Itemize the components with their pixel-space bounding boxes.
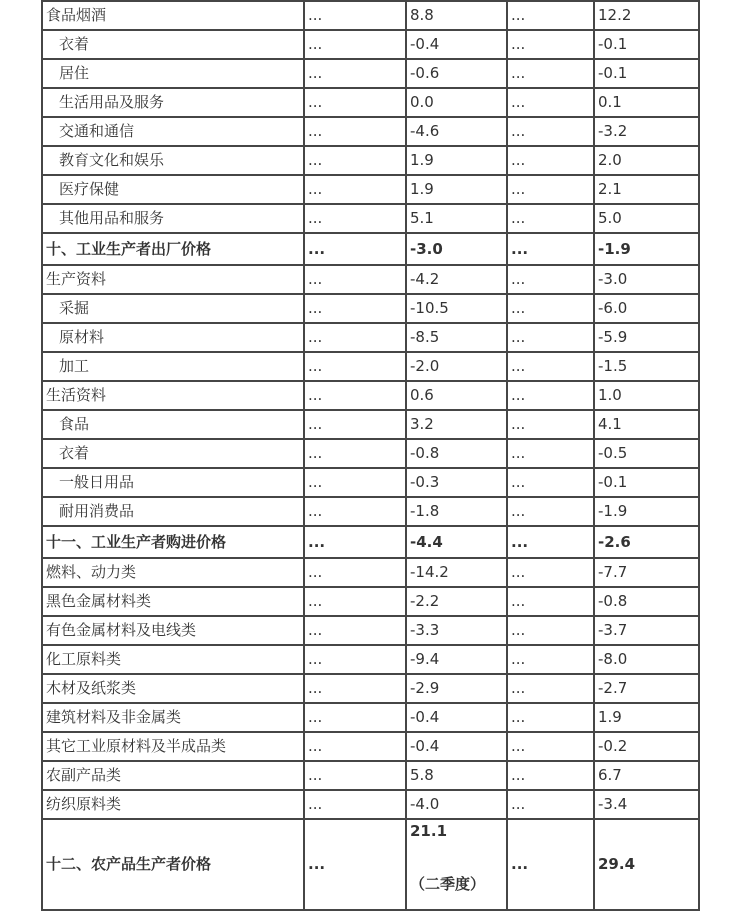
category-cell: 生产资料 (42, 265, 304, 294)
value-cell: -0.1 (594, 468, 699, 497)
dots-cell: ... (304, 146, 406, 175)
table-row (42, 1, 699, 30)
dots-cell: ... (304, 410, 406, 439)
table-row (42, 59, 699, 88)
value-cell: -1.9 (594, 497, 699, 526)
dots-cell: ... (304, 645, 406, 674)
dots-cell: ... (304, 732, 406, 761)
value-cell: 8.8 (406, 1, 507, 30)
dots-cell: ... (507, 468, 594, 497)
dots-cell: ... (304, 59, 406, 88)
dots-cell: ... (507, 616, 594, 645)
value-cell: 3.2 (406, 410, 507, 439)
value-cell: 0.0 (406, 88, 507, 117)
category-cell: 交通和通信 (42, 117, 304, 146)
value-cell: -2.2 (406, 587, 507, 616)
dots-cell: ... (304, 117, 406, 146)
value-cell: -4.0 (406, 790, 507, 819)
dots-cell: ... (507, 703, 594, 732)
value-cell: -1.8 (406, 497, 507, 526)
value-cell: -5.9 (594, 323, 699, 352)
price-index-table (41, 0, 700, 911)
section-row (42, 233, 699, 265)
value-cell: -3.0 (594, 265, 699, 294)
value-cell: 6.7 (594, 761, 699, 790)
category-cell: 加工 (42, 352, 304, 381)
section-row (42, 819, 699, 910)
dots-cell: ... (507, 352, 594, 381)
value-cell: -3.2 (594, 117, 699, 146)
table-row (42, 558, 699, 587)
table-row (42, 204, 699, 233)
value-cell: 2.1 (594, 175, 699, 204)
table-row (42, 790, 699, 819)
dots-cell: ... (507, 175, 594, 204)
dots-cell: ... (304, 761, 406, 790)
dots-cell: ... (507, 265, 594, 294)
table-row (42, 674, 699, 703)
dots-cell: ... (304, 526, 406, 558)
value-cell: 1.9 (406, 175, 507, 204)
category-cell: 十、工业生产者出厂价格 (42, 233, 304, 265)
value-cell: -0.8 (406, 439, 507, 468)
value-cell: 5.0 (594, 204, 699, 233)
dots-cell: ... (304, 616, 406, 645)
category-cell: 其他用品和服务 (42, 204, 304, 233)
category-cell: 十一、工业生产者购进价格 (42, 526, 304, 558)
dots-cell: ... (304, 439, 406, 468)
dots-cell: ... (304, 468, 406, 497)
dots-cell: ... (507, 558, 594, 587)
value-cell: -2.9 (406, 674, 507, 703)
category-cell: 十二、农产品生产者价格 (42, 819, 304, 910)
value-cell: -0.3 (406, 468, 507, 497)
value-cell: -2.6 (594, 526, 699, 558)
value-cell: -3.7 (594, 616, 699, 645)
dots-cell: ... (304, 204, 406, 233)
value-cell: 5.1 (406, 204, 507, 233)
table-row (42, 497, 699, 526)
table-row (42, 146, 699, 175)
value-cell: 5.8 (406, 761, 507, 790)
table-row (42, 587, 699, 616)
category-cell: 衣着 (42, 30, 304, 59)
table-row (42, 352, 699, 381)
category-cell: 其它工业原材料及半成品类 (42, 732, 304, 761)
category-cell: 生活用品及服务 (42, 88, 304, 117)
value-cell: 1.0 (594, 381, 699, 410)
value-cell: -0.6 (406, 59, 507, 88)
value-cell: -0.1 (594, 59, 699, 88)
dots-cell: ... (507, 587, 594, 616)
dots-cell: ... (304, 30, 406, 59)
value-cell: 1.9 (406, 146, 507, 175)
dots-cell: ... (507, 117, 594, 146)
dots-cell: ... (304, 381, 406, 410)
dots-cell: ... (507, 674, 594, 703)
value-cell: -6.0 (594, 294, 699, 323)
value-cell: 0.6 (406, 381, 507, 410)
category-cell: 耐用消费品 (42, 497, 304, 526)
value-cell: 29.4 (594, 819, 699, 910)
category-cell: 建筑材料及非金属类 (42, 703, 304, 732)
category-cell: 教育文化和娱乐 (42, 146, 304, 175)
value-cell: -0.8 (594, 587, 699, 616)
dots-cell: ... (304, 1, 406, 30)
value-cell: -2.7 (594, 674, 699, 703)
dots-cell: ... (304, 497, 406, 526)
dots-cell: ... (507, 439, 594, 468)
value-cell: -4.4 (406, 526, 507, 558)
category-cell: 纺织原料类 (42, 790, 304, 819)
table-row (42, 468, 699, 497)
dots-cell: ... (304, 175, 406, 204)
value-cell: -3.3 (406, 616, 507, 645)
dots-cell: ... (304, 587, 406, 616)
table-row (42, 616, 699, 645)
value-note: （二季度） (410, 875, 486, 893)
value-cell: -10.5 (406, 294, 507, 323)
value-cell: 2.0 (594, 146, 699, 175)
dots-cell: ... (304, 323, 406, 352)
dots-cell: ... (507, 497, 594, 526)
table-row (42, 323, 699, 352)
table-row (42, 439, 699, 468)
dots-cell: ... (304, 88, 406, 117)
value-cell: -0.1 (594, 30, 699, 59)
value-main: 21.1 (410, 822, 448, 840)
dots-cell: ... (507, 146, 594, 175)
dots-cell: ... (304, 790, 406, 819)
dots-cell: ... (507, 381, 594, 410)
dots-cell: ... (507, 645, 594, 674)
category-cell: 生活资料 (42, 381, 304, 410)
value-cell: -7.7 (594, 558, 699, 587)
value-cell: -8.5 (406, 323, 507, 352)
dots-cell: ... (304, 703, 406, 732)
dots-cell: ... (507, 294, 594, 323)
category-cell: 农副产品类 (42, 761, 304, 790)
dots-cell: ... (507, 30, 594, 59)
dots-cell: ... (507, 790, 594, 819)
value-cell: -9.4 (406, 645, 507, 674)
dots-cell: ... (304, 233, 406, 265)
table-row (42, 88, 699, 117)
table-row (42, 410, 699, 439)
value-cell: -0.4 (406, 30, 507, 59)
table-row (42, 265, 699, 294)
category-cell: 有色金属材料及电线类 (42, 616, 304, 645)
value-cell: -8.0 (594, 645, 699, 674)
dots-cell: ... (507, 819, 594, 910)
value-cell: -14.2 (406, 558, 507, 587)
value-cell: -0.4 (406, 732, 507, 761)
dots-cell: ... (507, 1, 594, 30)
value-cell: -4.6 (406, 117, 507, 146)
table-row (42, 703, 699, 732)
table-row (42, 117, 699, 146)
dots-cell: ... (507, 88, 594, 117)
category-cell: 衣着 (42, 439, 304, 468)
table-row (42, 30, 699, 59)
table-row (42, 294, 699, 323)
category-cell: 采掘 (42, 294, 304, 323)
dots-cell: ... (507, 323, 594, 352)
table-row (42, 381, 699, 410)
section-row (42, 526, 699, 558)
dots-cell: ... (304, 558, 406, 587)
category-cell: 医疗保健 (42, 175, 304, 204)
category-cell: 食品 (42, 410, 304, 439)
value-cell: -0.5 (594, 439, 699, 468)
category-cell: 黑色金属材料类 (42, 587, 304, 616)
dots-cell: ... (507, 732, 594, 761)
dots-cell: ... (507, 59, 594, 88)
value-cell: -4.2 (406, 265, 507, 294)
value-cell: 4.1 (594, 410, 699, 439)
table-row (42, 732, 699, 761)
category-cell: 燃料、动力类 (42, 558, 304, 587)
table-row (42, 175, 699, 204)
value-cell: 12.2 (594, 1, 699, 30)
dots-cell: ... (304, 294, 406, 323)
category-cell: 食品烟酒 (42, 1, 304, 30)
value-cell: 1.9 (594, 703, 699, 732)
dots-cell: ... (304, 819, 406, 910)
category-cell: 木材及纸浆类 (42, 674, 304, 703)
dots-cell: ... (304, 674, 406, 703)
category-cell: 居住 (42, 59, 304, 88)
category-cell: 化工原料类 (42, 645, 304, 674)
value-cell: -1.5 (594, 352, 699, 381)
value-cell: -3.0 (406, 233, 507, 265)
category-cell: 一般日用品 (42, 468, 304, 497)
value-cell: -0.2 (594, 732, 699, 761)
dots-cell: ... (507, 410, 594, 439)
value-cell: -2.0 (406, 352, 507, 381)
dots-cell: ... (507, 761, 594, 790)
dots-cell: ... (304, 265, 406, 294)
category-cell: 原材料 (42, 323, 304, 352)
value-cell: -3.4 (594, 790, 699, 819)
value-cell: 0.1 (594, 88, 699, 117)
dots-cell: ... (507, 233, 594, 265)
dots-cell: ... (304, 352, 406, 381)
table-row (42, 761, 699, 790)
dots-cell: ... (507, 526, 594, 558)
value-cell: -0.4 (406, 703, 507, 732)
dots-cell: ... (507, 204, 594, 233)
value-cell (406, 819, 507, 910)
table-body (42, 0, 699, 910)
value-cell: -1.9 (594, 233, 699, 265)
table-row (42, 645, 699, 674)
